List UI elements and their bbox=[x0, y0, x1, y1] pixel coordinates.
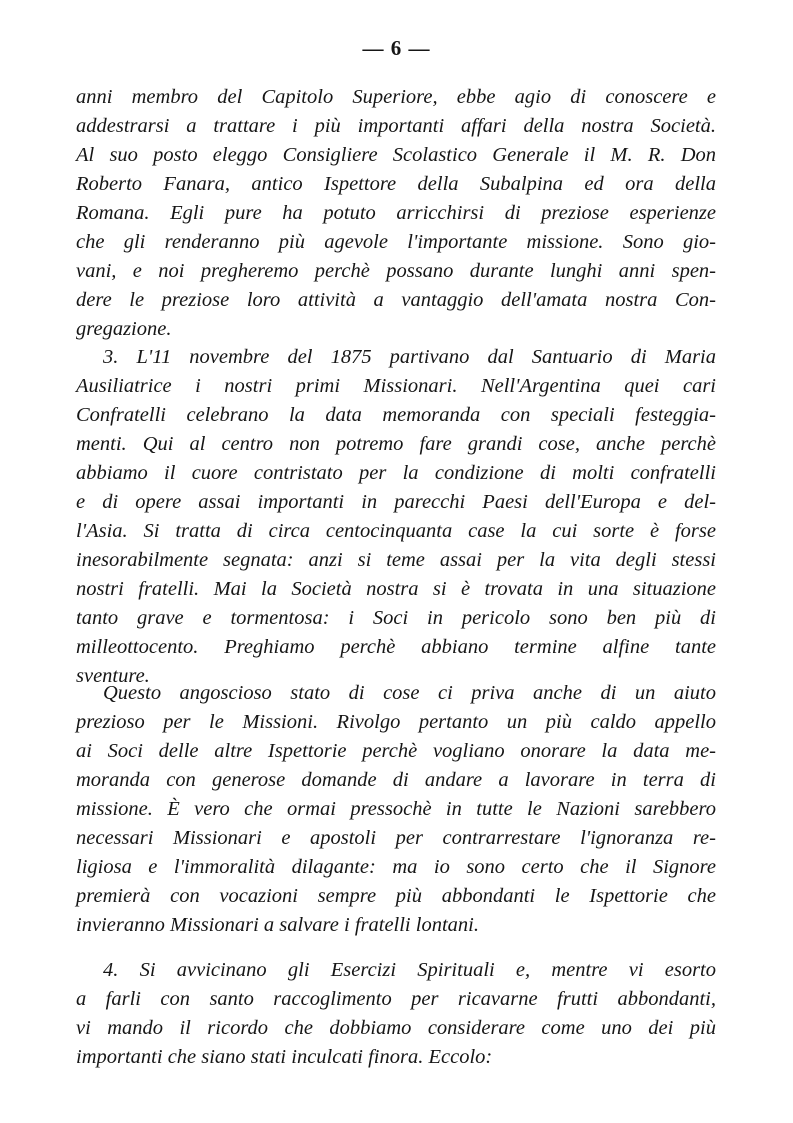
text-line: tanto grave e tormentosa: i Soci in pericolo sono ben più di bbox=[76, 607, 716, 629]
text-line: Ausiliatrice i nostri primi Missionari. Nell'Argentina quei cari bbox=[76, 375, 716, 397]
text-line: invieranno Missionari a salvare i fratelli lontani. bbox=[76, 914, 479, 936]
text-line: dere le preziose loro attività a vantaggio dell'amata nostra Con- bbox=[76, 289, 716, 311]
text-line: inesorabilmente segnata: anzi si teme assai per la vita degli stessi bbox=[76, 549, 716, 571]
text-line: ligiosa e l'immoralità dilagante: ma io sono certo che il Signore bbox=[76, 856, 716, 878]
text-line: necessari Missionari e apostoli per contrarrestare l'ignoranza re- bbox=[76, 827, 716, 849]
text-line: vani, e noi pregheremo perchè possano durante lunghi anni spen- bbox=[76, 260, 716, 282]
text-line: vi mando il ricordo che dobbiamo considerare come uno dei più bbox=[76, 1017, 716, 1039]
text-line: ai Soci delle altre Ispettorie perchè vogliano onorare la data me- bbox=[76, 740, 716, 762]
text-line: missione. È vero che ormai pressochè in tutte le Nazioni sarebbero bbox=[76, 798, 716, 820]
text-line: Al suo posto eleggo Consigliere Scolastico Generale il M. R. Don bbox=[76, 144, 716, 166]
text-line: l'Asia. Si tratta di circa centocinquanta case la cui sorte è forse bbox=[76, 520, 716, 542]
text-line: milleottocento. Preghiamo perchè abbiano termine alfine tante bbox=[76, 636, 716, 658]
text-line: menti. Qui al centro non potremo fare grandi cose, anche perchè bbox=[76, 433, 716, 455]
text-line: anni membro del Capitolo Superiore, ebbe agio di conoscere e bbox=[76, 86, 716, 108]
text-line: abbiamo il cuore contristato per la condizione di molti confratelli bbox=[76, 462, 716, 484]
text-line: nostri fratelli. Mai la Società nostra si è trovata in una situazione bbox=[76, 578, 716, 600]
text-line: 3. L'11 novembre del 1875 partivano dal Santuario di Maria bbox=[103, 346, 716, 368]
text-line: sventure. bbox=[76, 665, 150, 687]
text-line: Questo angoscioso stato di cose ci priva anche di un aiuto bbox=[103, 682, 716, 704]
text-line: 4. Si avvicinano gli Esercizi Spirituali e, mentre vi esorto bbox=[103, 959, 716, 981]
text-line: Confratelli celebrano la data memoranda con speciali festeggia- bbox=[76, 404, 716, 426]
text-line: a farli con santo raccoglimento per ricavarne frutti abbondanti, bbox=[76, 988, 716, 1010]
paragraph-missions-appeal bbox=[76, 679, 716, 940]
text-line: moranda con generose domande di andare a lavorare in terra di bbox=[76, 769, 716, 791]
text-line: Roberto Fanara, antico Ispettore della Subalpina ed ora della bbox=[76, 173, 716, 195]
paragraph-continuation bbox=[76, 83, 716, 344]
text-line: Romana. Egli pure ha potuto arricchirsi di preziose esperienze bbox=[76, 202, 716, 224]
paragraph-item-3 bbox=[76, 343, 716, 691]
text-line: che gli renderanno più agevole l'importante missione. Sono gio- bbox=[76, 231, 716, 253]
text-line: prezioso per le Missioni. Rivolgo pertanto un più caldo appello bbox=[76, 711, 716, 733]
paragraph-item-4 bbox=[76, 956, 716, 1072]
text-line: e di opere assai importanti in parecchi Paesi dell'Europa e del- bbox=[76, 491, 716, 513]
text-line: premierà con vocazioni sempre più abbondanti le Ispettorie che bbox=[76, 885, 716, 907]
text-line: gregazione. bbox=[76, 318, 172, 340]
text-line: importanti che siano stati inculcati finora. Eccolo: bbox=[76, 1046, 493, 1068]
page-number: — 6 — bbox=[362, 36, 431, 60]
text-line: addestrarsi a trattare i più importanti affari della nostra Società. bbox=[76, 115, 716, 137]
